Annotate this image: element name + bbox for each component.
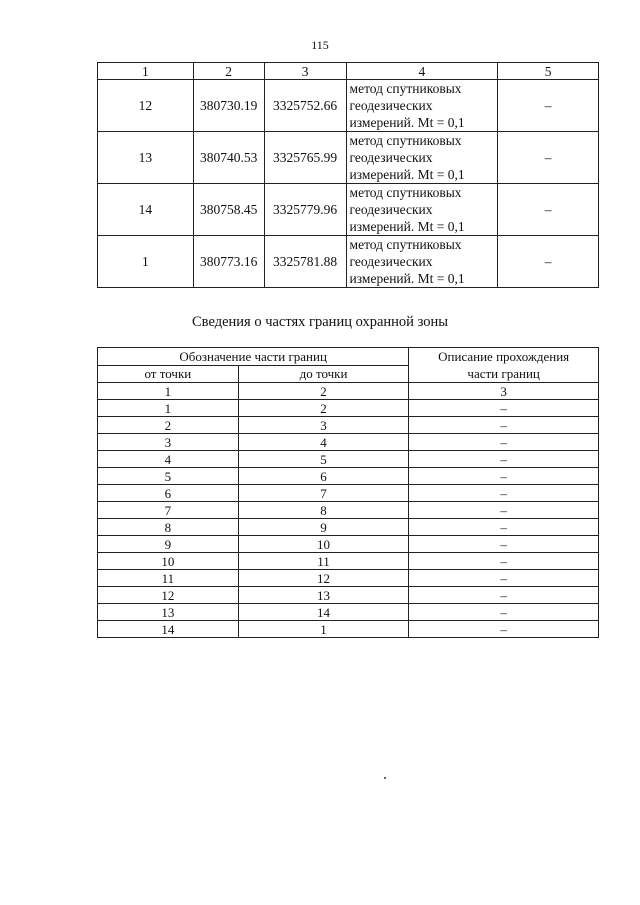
coordinates-table <box>97 62 599 288</box>
boundary-description: – <box>409 519 599 536</box>
column-number: 1 <box>98 383 239 400</box>
boundary-description: – <box>409 621 599 638</box>
boundary-description: – <box>409 587 599 604</box>
to-point: 10 <box>238 536 409 553</box>
description-header <box>409 348 599 383</box>
header-cell: 1 <box>98 63 194 80</box>
method-line: метод спутниковых <box>349 81 462 96</box>
table-row <box>98 80 599 132</box>
boundary-description: – <box>409 400 599 417</box>
method-line: геодезических <box>349 202 433 217</box>
to-point: 14 <box>238 604 409 621</box>
from-point: 14 <box>98 621 239 638</box>
table-row <box>98 468 599 485</box>
table-row <box>98 236 599 288</box>
to-point: 8 <box>238 502 409 519</box>
group-header: Обозначение части границ <box>98 348 409 366</box>
header-cell: 3 <box>264 63 346 80</box>
page-number: 115 <box>311 38 329 52</box>
boundary-description: – <box>409 417 599 434</box>
table-row <box>98 400 599 417</box>
to-point: 12 <box>238 570 409 587</box>
method-cell <box>346 132 498 184</box>
method-line: измерений. Mt = 0,1 <box>349 219 465 234</box>
from-point: 12 <box>98 587 239 604</box>
table-row <box>98 417 599 434</box>
method-line: геодезических <box>349 254 433 269</box>
from-point: 4 <box>98 451 239 468</box>
to-point: 3 <box>238 417 409 434</box>
column-5-value: – <box>498 80 599 132</box>
column-5-value: – <box>498 184 599 236</box>
from-point-header: от точки <box>98 365 239 383</box>
to-point: 1 <box>238 621 409 638</box>
table-row <box>98 604 599 621</box>
boundary-description: – <box>409 604 599 621</box>
method-cell <box>346 236 498 288</box>
table-row <box>98 570 599 587</box>
from-point: 1 <box>98 400 239 417</box>
column-number: 3 <box>409 383 599 400</box>
coord-y: 3325779.96 <box>264 184 346 236</box>
point-number: 13 <box>98 132 194 184</box>
description-header-line: части границ <box>467 366 540 381</box>
description-header-line: Описание прохождения <box>438 349 570 364</box>
to-point: 7 <box>238 485 409 502</box>
to-point: 6 <box>238 468 409 485</box>
method-line: метод спутниковых <box>349 133 462 148</box>
to-point: 13 <box>238 587 409 604</box>
coord-y: 3325765.99 <box>264 132 346 184</box>
from-point: 13 <box>98 604 239 621</box>
from-point: 8 <box>98 519 239 536</box>
table-header-row <box>98 348 599 366</box>
column-number: 2 <box>238 383 409 400</box>
coord-x: 380740.53 <box>193 132 264 184</box>
header-cell: 2 <box>193 63 264 80</box>
point-number: 14 <box>98 184 194 236</box>
table-row <box>98 434 599 451</box>
boundary-description: – <box>409 468 599 485</box>
column-5-value: – <box>498 236 599 288</box>
from-point: 6 <box>98 485 239 502</box>
point-number: 12 <box>98 80 194 132</box>
to-point: 5 <box>238 451 409 468</box>
method-cell <box>346 80 498 132</box>
header-cell: 4 <box>346 63 498 80</box>
table-row <box>98 587 599 604</box>
stray-dot <box>384 777 386 779</box>
boundary-description: – <box>409 451 599 468</box>
method-cell <box>346 184 498 236</box>
column-number-row <box>98 383 599 400</box>
to-point: 11 <box>238 553 409 570</box>
table-row <box>98 132 599 184</box>
from-point: 2 <box>98 417 239 434</box>
boundary-parts-table <box>97 347 599 638</box>
from-point: 9 <box>98 536 239 553</box>
method-line: метод спутниковых <box>349 237 462 252</box>
from-point: 5 <box>98 468 239 485</box>
boundary-description: – <box>409 553 599 570</box>
coord-x: 380758.45 <box>193 184 264 236</box>
coord-x: 380773.16 <box>193 236 264 288</box>
table-header-row <box>98 63 599 80</box>
to-point: 2 <box>238 400 409 417</box>
boundary-description: – <box>409 536 599 553</box>
to-point: 9 <box>238 519 409 536</box>
section-title: Сведения о частях границ охранной зоны <box>192 314 448 330</box>
to-point: 4 <box>238 434 409 451</box>
table-row <box>98 621 599 638</box>
method-line: измерений. Mt = 0,1 <box>349 271 465 286</box>
method-line: измерений. Mt = 0,1 <box>349 167 465 182</box>
boundary-description: – <box>409 502 599 519</box>
boundary-description: – <box>409 570 599 587</box>
from-point: 3 <box>98 434 239 451</box>
method-line: измерений. Mt = 0,1 <box>349 115 465 130</box>
table-row <box>98 184 599 236</box>
boundary-description: – <box>409 485 599 502</box>
table-row <box>98 553 599 570</box>
header-cell: 5 <box>498 63 599 80</box>
method-line: геодезических <box>349 98 433 113</box>
column-5-value: – <box>498 132 599 184</box>
from-point: 10 <box>98 553 239 570</box>
table-row <box>98 485 599 502</box>
table-row <box>98 536 599 553</box>
method-line: геодезических <box>349 150 433 165</box>
coord-x: 380730.19 <box>193 80 264 132</box>
from-point: 11 <box>98 570 239 587</box>
table-row <box>98 451 599 468</box>
to-point-header: до точки <box>238 365 409 383</box>
coord-y: 3325752.66 <box>264 80 346 132</box>
point-number: 1 <box>98 236 194 288</box>
boundary-description: – <box>409 434 599 451</box>
from-point: 7 <box>98 502 239 519</box>
coord-y: 3325781.88 <box>264 236 346 288</box>
table-row <box>98 519 599 536</box>
method-line: метод спутниковых <box>349 185 462 200</box>
table-row <box>98 502 599 519</box>
